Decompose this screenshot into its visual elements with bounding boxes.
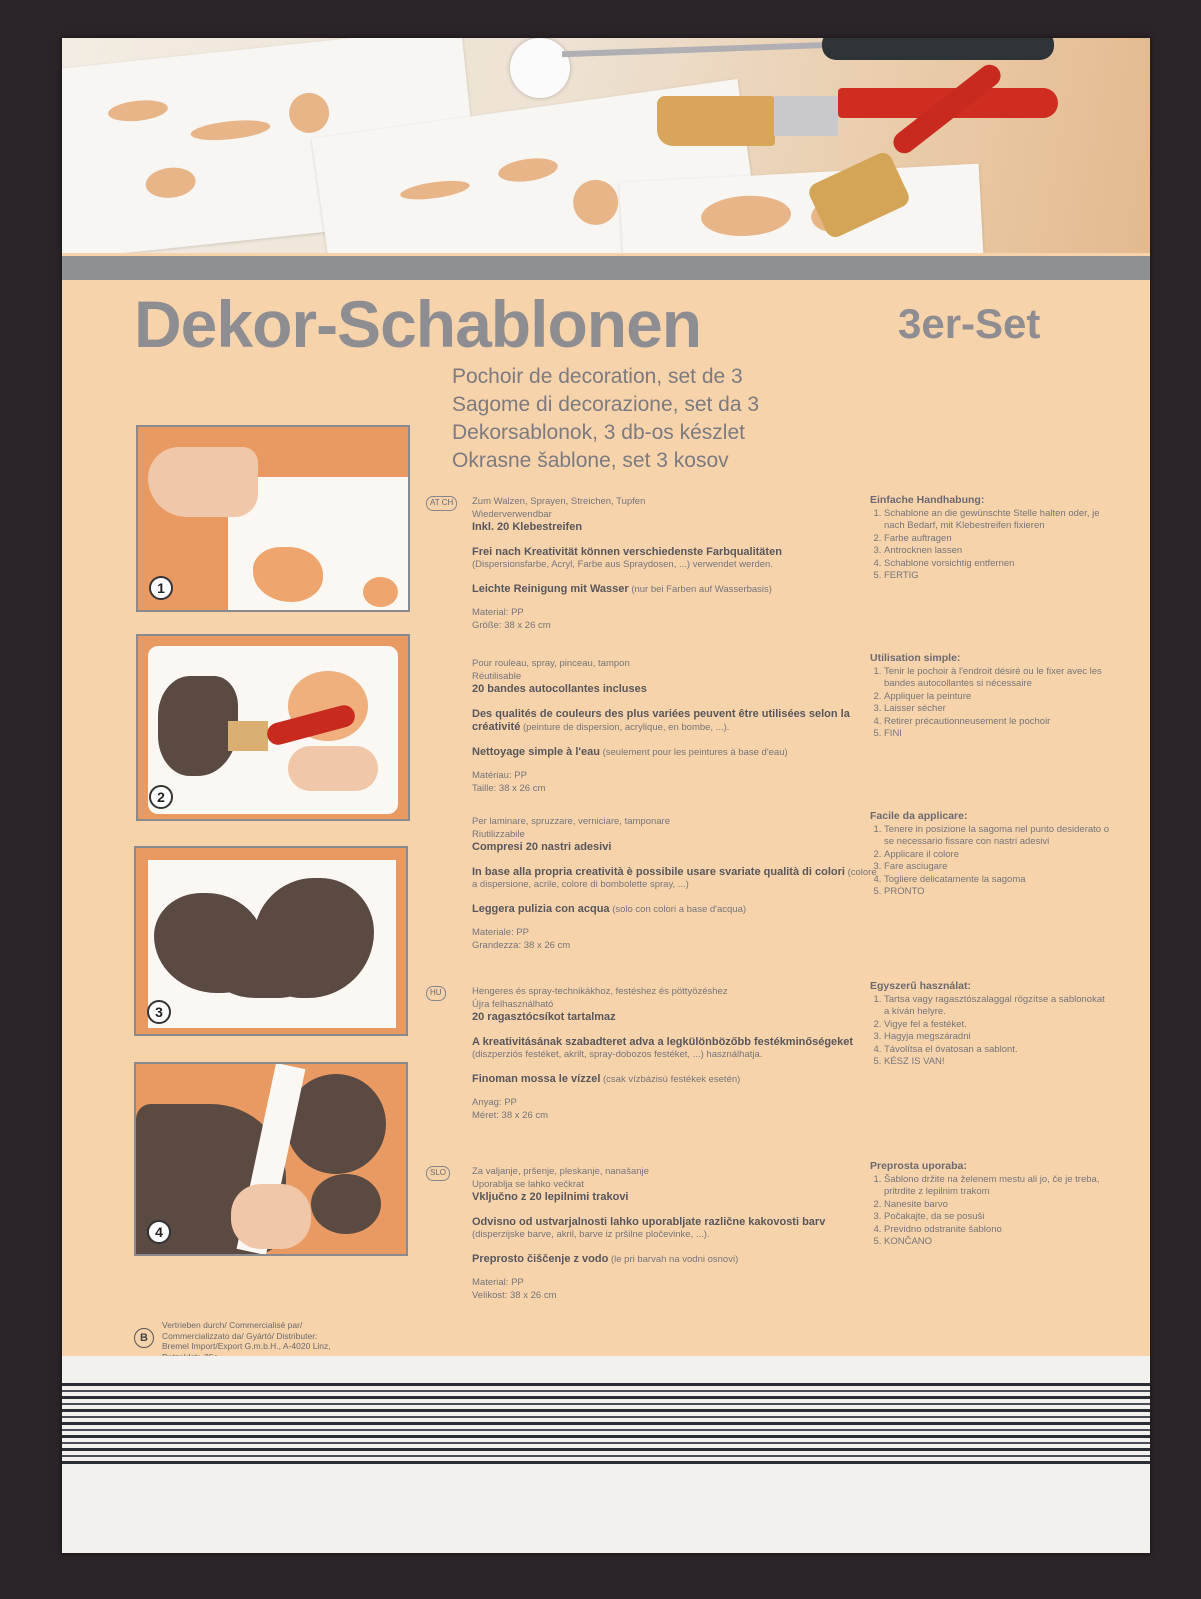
divider-bar [62,256,1150,280]
step-item: 1. Tenere in posizione la sagoma nel punto desiderato o se necessario fissare con nastri adesivi [884,824,1110,849]
step-item: 4. Togliere delicatamente la sagoma [884,874,1110,887]
step-item: 5. KONČANO [884,1236,1110,1249]
paint-roller-icon [510,38,570,98]
step-item: 2. Applicare il colore [884,849,1110,862]
step-item: 5. FERTIG [884,570,1110,583]
step-item: 3. Laisser sécher [884,703,1110,716]
section-hu: HU Hengeres és spray-technikákhoz, festéshez és pöttyözéshez Újra felhasználható 20 ragasztócsíkot tartalmaz A kreativitásának szabadteret adva a legkülönbözőbb festékminőségeket (diszperziós festéket, akrilt, spray-dobozos festéket, ...) használhatja. Finoman mossa le vízzel (csak vízbázisú festékek esetén) Anyag: PP Méret: 38 x 26 cm [472,986,877,1122]
step-item: 4. Schablone vorsichtig entfernen [884,558,1110,571]
step-item: 3. Hagyja megszáradni [884,1031,1110,1044]
section-fr: Pour rouleau, spray, pinceau, tampon Réutilisable 20 bandes autocollantes incluses Des qualités de couleurs des plus variées peuvent être utilisées selon la créativité (peinture de dispersion, acrylique, en bombe, ...). Nettoyage simple à l'eau (seulement pour les peintures à base d'eau) Matériau: PP Taille: 38 x 26 cm [472,658,850,794]
section-de: AT CH Zum Walzen, Sprayen, Streichen, Tupfen Wiederverwendbar Inkl. 20 Klebestreifen Frei nach Kreativität können verschiedenste Farbqualitäten (Dispersionsfarbe, Acryl, Farbe aus Spraydosen, ...) verwendet werden. Leichte Reinigung mit Wasser (nur bei Farben auf Wasserbasis) Material: PP Größe: 38 x 26 cm [472,496,877,632]
set-label: 3er-Set [898,300,1041,347]
steps-hu: Egyszerű használat: 1. Tartsa vagy ragasztószalaggal rögzítse a sablonokat a kíván helyre. 2. Vigye fel a festéket. 3. Hagyja megszáradni 4. Távolítsa el óvatosan a sablont. 5. KÉSZ IS VAN! [870,980,1110,1069]
steps-de: Einfache Handhabung: 1. Schablone an die gewünschte Stelle halten oder, je nach Bedarf, mit Klebestreifen fixieren 2. Farbe auftragen 3. Antrocknen lassen 4. Schablone vorsichtig entfernen 5. FERTIG [870,494,1110,583]
product-card [62,38,1150,1553]
step-item: 1. Tartsa vagy ragasztószalaggal rögzítse a sablonokat a kíván helyre. [884,994,1110,1019]
step-item: 2. Farbe auftragen [884,533,1110,546]
step-item: 5. PRONTO [884,886,1110,899]
product-title: Dekor-Schablonen [134,287,702,361]
subtitle-list [452,363,759,475]
distributor-info: Vertrieben durch/ Commercialisé par/ Commercializzato da/ Gyártó/ Distributer: Bremel Import/Export G.m.b.H., A-4020 Linz, [162,1320,331,1351]
subtitle-hu: Dekorsablonok, 3 db-os készlet [452,421,745,444]
brush-bristles [657,96,775,146]
figure-step-4 [134,1062,408,1256]
roller-handle [562,41,862,57]
roller-grip [822,38,1054,60]
step-item: 3. Fare asciugare [884,861,1110,874]
step-item: 2. Nanesite barvo [884,1199,1110,1212]
country-flag-hu: HU [426,986,446,1001]
step-item: 2. Vigye fel a festéket. [884,1019,1110,1032]
distributor-logo-icon: B [134,1328,154,1348]
country-flag-at-ch: AT CH [426,496,457,511]
step-item: 1. Šablono držite na želenem mestu ali jo, če je treba, pritrdite z lepilnim trakom [884,1174,1110,1199]
header-photo [62,38,1150,253]
country-flag-slo: SLO [426,1166,450,1181]
step-item: 4. Retirer précautionneusement le pochoir [884,716,1110,729]
step-item: 1. Tenir le pochoir à l'endroit désiré ou le fixer avec les bandes autocollantes si nécessaire [884,666,1110,691]
steps-fr: Utilisation simple: 1. Tenir le pochoir à l'endroit désiré ou le fixer avec les bandes autocollantes si nécessaire 2. Appliquer la peinture 3. Laisser sécher 4. Retirer précautionneusement le pochoir 5. FINI [870,652,1110,741]
step-item: 5. FINI [884,728,1110,741]
step-item: 3. Antrocknen lassen [884,545,1110,558]
footer-stripes [62,1383,1150,1468]
steps-slo: Preprosta uporaba: 1. Šablono držite na želenem mestu ali jo, če je treba, pritrdite z lepilnim trakom 2. Nanesite barvo 3. Počakajte, da se posuši 4. Previdno odstranite šablono 5. KONČANO [870,1160,1110,1249]
subtitle-slo: Okrasne šablone, set 3 kosov [452,449,729,472]
step-number-badge: 4 [147,1220,171,1244]
step-item: 3. Počakajte, da se posuši [884,1211,1110,1224]
brush-ferrule [774,96,838,136]
step-number-badge: 3 [147,1000,171,1024]
figure-step-3 [134,846,408,1036]
figure-step-1 [136,425,410,612]
step-item: 1. Schablone an die gewünschte Stelle halten oder, je nach Bedarf, mit Klebestreifen fixieren [884,508,1110,533]
subtitle-it: Sagome di decorazione, set da 3 [452,393,760,416]
step-item: 5. KÉSZ IS VAN! [884,1056,1110,1069]
step-number-badge: 2 [149,785,173,809]
step-number-badge: 1 [149,576,173,600]
section-slo: SLO Za valjanje, pršenje, pleskanje, nanašanje Uporablja se lahko večkrat Vključno z 20 lepilnimi trakovi Odvisno od ustvarjalnosti lahko uporabljate različne kakovosti barv (disperzijske barve, akril, barve iz pršilne pločevinke, ...). Preprosto čiščenje z vodo (le pri barvah na vodni osnovi) Material: PP Velikost: 38 x 26 cm [472,1166,877,1302]
figure-step-2 [136,634,410,821]
step-item: 4. Previdno odstranite šablono [884,1224,1110,1237]
step-item: 2. Appliquer la peinture [884,691,1110,704]
section-it: Per laminare, spruzzare, verniciare, tamponare Riutilizzabile Compresi 20 nastri adesivi In base alla propria creatività è possibile usare svariate qualità di colori (colore a dispersione, acrile, colore di bombolette spray, ...) Leggera pulizia con acqua (solo con colori a base d'acqua) Materiale: PP Grandezza: 38 x 26 cm [472,816,877,951]
subtitle-fr: Pochoir de decoration, set de 3 [452,365,743,388]
steps-it: Facile da applicare: 1. Tenere in posizione la sagoma nel punto desiderato o se necessario fissare con nastri adesivi 2. Applicare il colore 3. Fare asciugare 4. Togliere delicatamente la sagoma 5. PRONTO [870,810,1110,899]
step-item: 4. Távolítsa el óvatosan a sablont. [884,1044,1110,1057]
